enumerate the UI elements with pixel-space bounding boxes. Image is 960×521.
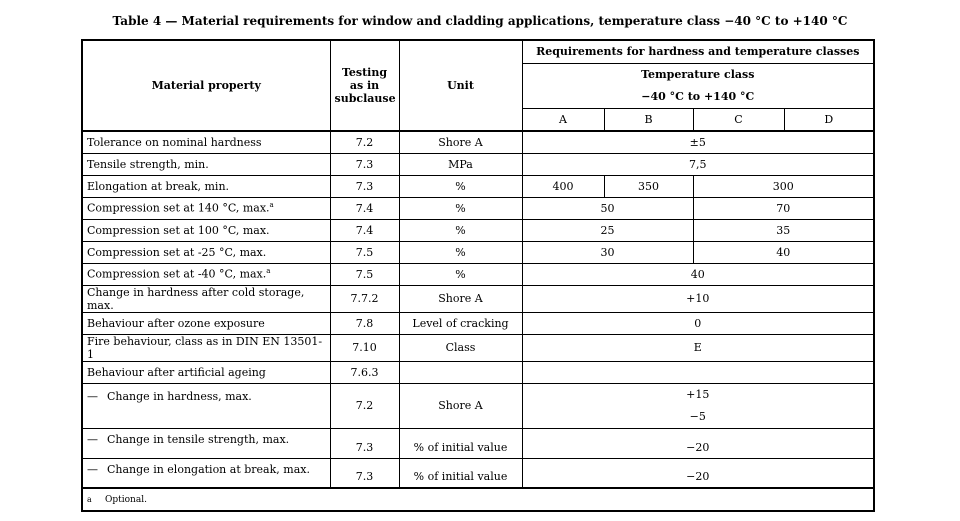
table-row [82, 383, 874, 428]
clause-cell: 7.4 [330, 219, 399, 241]
class-c-header: C [693, 108, 784, 131]
table-row [82, 334, 874, 361]
clause-cell: 7.3 [330, 175, 399, 197]
clause-cell: 7.3 [330, 458, 399, 488]
footnote-mark: a [87, 494, 92, 504]
unit-cell: % of initial value [399, 458, 522, 488]
clause-cell: 7.10 [330, 334, 399, 361]
clause-cell: 7.6.3 [330, 361, 399, 383]
property-cell: Tolerance on nominal hardness [82, 131, 330, 153]
table-row [82, 131, 874, 153]
property-cell: Compression set at -40 °C, max.$^a$ [82, 263, 330, 285]
clause-cell: 7.2 [330, 383, 399, 428]
unit-cell: % [399, 175, 522, 197]
property-cell: Behaviour after artificial ageing [82, 361, 330, 383]
value-cell: 40 [522, 263, 874, 285]
table-row [82, 153, 874, 175]
property-cell: — Change in hardness, max. [82, 383, 330, 428]
footnote-ref: a [266, 267, 271, 276]
value-cell: E [522, 334, 874, 361]
value-cell: −20 [522, 458, 874, 488]
unit-cell: Shore A [399, 383, 522, 428]
value-cell-cd: 35 [693, 219, 874, 241]
class-d-header: D [784, 108, 874, 131]
dash-mark: — [87, 389, 98, 403]
dash-mark: — [87, 462, 98, 476]
unit-cell: Class [399, 334, 522, 361]
header-testing: Testing as in subclause [330, 40, 399, 131]
clause-cell: 7.3 [330, 428, 399, 458]
table-row [82, 197, 874, 219]
unit-cell: % [399, 219, 522, 241]
class-b-header: B [604, 108, 693, 131]
class-a-header: A [522, 108, 604, 131]
value-cell-ab: 50 [522, 197, 693, 219]
value-cell-ab: 30 [522, 241, 693, 263]
table-row [82, 312, 874, 334]
value-cell: +10 [522, 285, 874, 312]
table-row [82, 219, 874, 241]
table-row [82, 241, 874, 263]
value-line: −5 [689, 409, 706, 423]
footnote: a Optional. [82, 488, 874, 511]
clause-cell: 7.5 [330, 241, 399, 263]
table-row [82, 458, 874, 488]
property-cell: Change in hardness after cold storage, max. [82, 285, 330, 312]
unit-cell: % [399, 197, 522, 219]
clause-cell: 7.7.2 [330, 285, 399, 312]
unit-cell: MPa [399, 153, 522, 175]
property-cell: — Change in elongation at break, max. [82, 458, 330, 488]
property-cell: Compression set at 140 °C, max.$^a$ [82, 197, 330, 219]
value-cell [522, 361, 874, 383]
property-cell: Behaviour after ozone exposure [82, 312, 330, 334]
clause-cell: 7.4 [330, 197, 399, 219]
footnote-row [82, 488, 874, 511]
unit-cell [399, 361, 522, 383]
dash-mark: — [87, 432, 98, 446]
table-row [82, 361, 874, 383]
value-cell-b: 350 [604, 175, 693, 197]
property-cell: Compression set at 100 °C, max. [82, 219, 330, 241]
unit-cell: Level of cracking [399, 312, 522, 334]
unit-cell: % of initial value [399, 428, 522, 458]
table-row [82, 428, 874, 458]
value-cell-a: 400 [522, 175, 604, 197]
clause-cell: 7.8 [330, 312, 399, 334]
property-cell: Fire behaviour, class as in DIN EN 13501-1 [82, 334, 330, 361]
header-material-property: Material property [82, 40, 330, 131]
header-requirements: Requirements for hardness and temperature classes [522, 40, 874, 63]
unit-cell: Shore A [399, 131, 522, 153]
header-temperature-class: Temperature class [522, 63, 874, 86]
unit-cell: Shore A [399, 285, 522, 312]
value-cell [522, 383, 874, 428]
value-cell: ±5 [522, 131, 874, 153]
table-row [82, 175, 874, 197]
value-cell-cd: 70 [693, 197, 874, 219]
clause-cell: 7.5 [330, 263, 399, 285]
value-cell: 7,5 [522, 153, 874, 175]
value-cell-cd: 40 [693, 241, 874, 263]
property-cell: Elongation at break, min. [82, 175, 330, 197]
header-temperature-range: −40 °C to +140 °C [522, 86, 874, 108]
property-cell: Tensile strength, min. [82, 153, 330, 175]
table-caption: Table 4 — Material requirements for window and cladding applications, temperature class −40 °C to +140 °C [112, 14, 848, 28]
requirements-table [81, 39, 875, 512]
unit-cell: % [399, 241, 522, 263]
property-cell: — Change in tensile strength, max. [82, 428, 330, 458]
value-cell-cd: 300 [693, 175, 874, 197]
value-line: +15 [686, 387, 710, 401]
clause-cell: 7.2 [330, 131, 399, 153]
footnote-ref: a [269, 201, 274, 210]
header-unit: Unit [399, 40, 522, 131]
unit-cell: % [399, 263, 522, 285]
value-cell: −20 [522, 428, 874, 458]
table-row [82, 285, 874, 312]
value-cell: 0 [522, 312, 874, 334]
table-row [82, 263, 874, 285]
clause-cell: 7.3 [330, 153, 399, 175]
property-cell: Compression set at -25 °C, max. [82, 241, 330, 263]
value-cell-ab: 25 [522, 219, 693, 241]
